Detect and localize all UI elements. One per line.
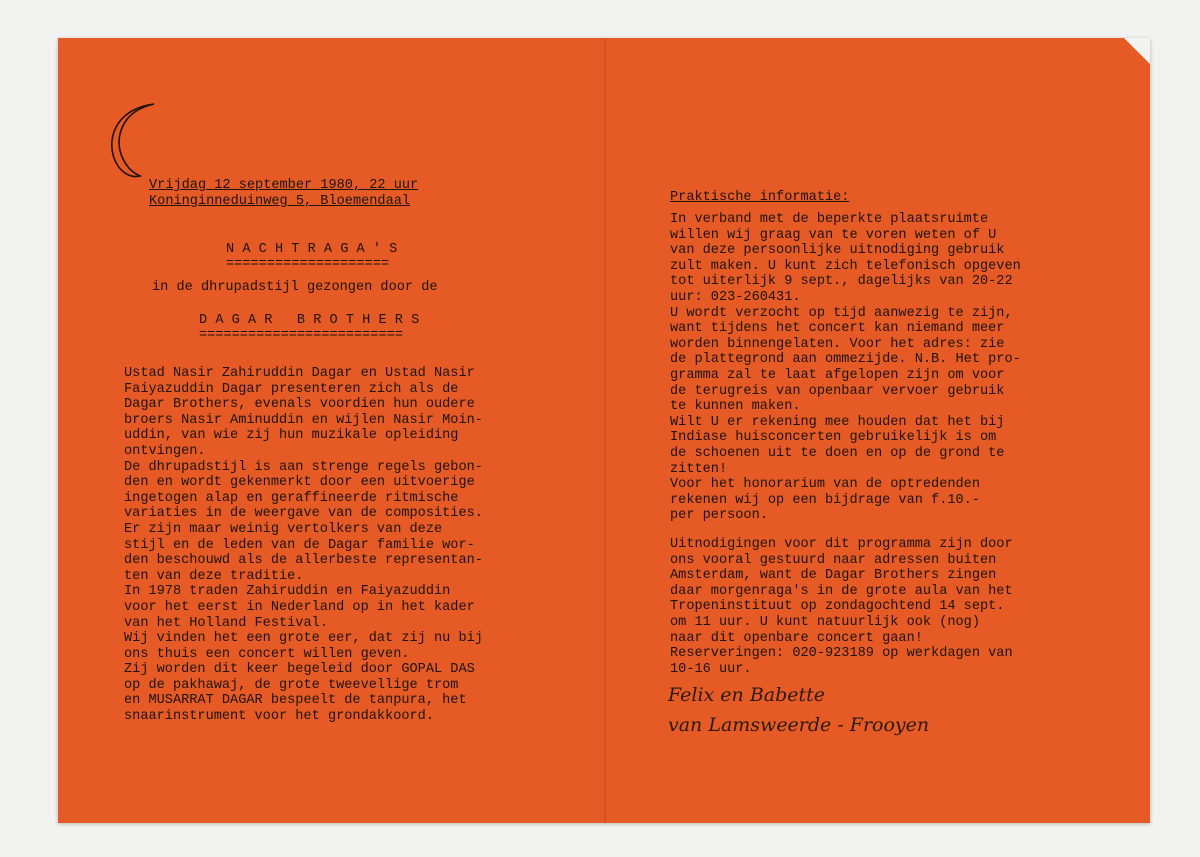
left-body-line: voor het eerst in Nederland op in het kader: [124, 599, 475, 615]
left-body-line: uddin, van wie zij hun muzikale opleiding: [124, 428, 459, 444]
left-body-line: op de pakhawaj, de grote tweevellige trom: [124, 677, 459, 693]
left-body-line: Zij worden dit keer begeleid door GOPAL DAS: [124, 662, 475, 678]
right-body-line: ons vooral gestuurd naar adressen buiten: [670, 552, 997, 568]
left-body-line: Dagar Brothers, evenals voordien hun oudere: [124, 397, 475, 413]
left-body-line: De dhrupadstijl is aan strenge regels gebon-: [124, 459, 483, 475]
fold-line: [604, 38, 606, 823]
left-body-line: ons thuis een concert willen geven.: [124, 646, 410, 662]
signature-line-1: Felix en Babette: [668, 684, 826, 706]
artist-name: D A G A R B R O T H E R S: [199, 313, 420, 328]
right-body-line: In verband met de beperkte plaatsruimte: [670, 212, 989, 227]
left-body-line: variaties in de weergave van de composities.: [124, 506, 483, 522]
program-title-rule: ====================: [226, 257, 390, 272]
left-body-line: Faiyazuddin Dagar presenteren zich als de: [124, 381, 459, 397]
left-body-line: Er zijn maar weinig vertolkers van deze: [124, 521, 443, 537]
right-body-2: [670, 537, 1013, 677]
right-body-line: de schoenen uit te doen en op de grond te: [670, 445, 1005, 461]
crescent-moon-icon: [102, 100, 162, 182]
practical-info-heading: Praktische informatie:: [670, 190, 850, 205]
left-body-line: stijl en de leden van de Dagar familie wor-: [124, 537, 475, 553]
right-body-line: Uitnodigingen voor dit programma zijn door: [670, 537, 1013, 552]
right-body-line: U wordt verzocht op tijd aanwezig te zijn,: [670, 305, 1013, 321]
event-address: Koninginneduinweg 5, Bloemendaal: [149, 194, 411, 209]
right-body-line: naar dit openbare concert gaan!: [670, 630, 923, 646]
right-body-line: Amsterdam, want de Dagar Brothers zingen: [670, 568, 997, 584]
right-body-line: willen wij graag van te voren weten of U: [670, 227, 997, 243]
right-body-line: rekenen wij op een bijdrage van f.10.-: [670, 492, 980, 508]
left-body-line: ontvingen.: [124, 443, 206, 459]
right-body-line: van deze persoonlijke uitnodiging gebruik: [670, 243, 1005, 259]
signature-line-2: van Lamsweerde - Frooyen: [668, 714, 930, 736]
left-body-line: ingetogen alap en geraffineerde ritmische: [124, 490, 459, 506]
right-body-line: om 11 uur. U kunt natuurlijk ook (nog): [670, 614, 980, 630]
right-body-line: uur: 023-260431.: [670, 289, 801, 305]
right-body-line: te kunnen maken.: [670, 399, 801, 415]
right-body-line: de terugreis van openbaar vervoer gebruik: [670, 383, 1005, 399]
right-body: [670, 212, 1021, 524]
left-body-line: Wij vinden het een grote eer, dat zij nu bij: [124, 631, 483, 647]
left-body-line: In 1978 traden Zahiruddin en Faiyazuddin: [124, 584, 451, 600]
right-body-line: gramma zal te laat afgelopen zijn om voor: [670, 367, 1005, 383]
left-body-line: van het Holland Festival.: [124, 615, 328, 631]
folded-corner: [1124, 38, 1150, 64]
left-body-line: den beschouwd als de allerbeste representan-: [124, 553, 483, 569]
left-body-line: den en wordt gekenmerkt door een uitvoerige: [124, 475, 475, 491]
right-body-line: Tropeninstituut op zondagochtend 14 sept.: [670, 599, 1005, 615]
right-body-line: daar morgenraga's in de grote aula van het: [670, 583, 1013, 599]
right-body-line: de plattegrond aan ommezijde. N.B. Het pro-: [670, 352, 1021, 368]
program-title: N A C H T R A G A ' S: [226, 242, 398, 257]
left-body-line: snaarinstrument voor het grondakkoord.: [124, 709, 434, 725]
right-body-line: per persoon.: [670, 508, 768, 524]
right-body-line: Wilt U er rekening mee houden dat het bij: [670, 414, 1005, 430]
right-body-line: Indiase huisconcerten gebruikelijk is om: [670, 430, 997, 446]
right-body-line: worden binnengelaten. Voor het adres: zie: [670, 336, 1005, 352]
left-body-line: en MUSARRAT DAGAR bespeelt de tanpura, het: [124, 693, 467, 709]
right-body-line: zitten!: [670, 461, 728, 477]
program-subtitle: in de dhrupadstijl gezongen door de: [152, 280, 438, 295]
artist-name-rule: =========================: [199, 328, 403, 343]
right-body-line: Reserveringen: 020-923189 op werkdagen van: [670, 646, 1013, 662]
invitation-sheet: [58, 38, 1150, 823]
event-date: Vrijdag 12 september 1980, 22 uur: [149, 178, 419, 193]
right-body-line: Voor het honorarium van de optredenden: [670, 477, 980, 493]
left-body-line: broers Nasir Aminuddin en wijlen Nasir Moin-: [124, 412, 483, 428]
right-body-line: zult maken. U kunt zich telefonisch opgeven: [670, 258, 1021, 274]
right-body-line: tot uiterlijk 9 sept., dagelijks van 20-22: [670, 274, 1013, 290]
right-body-line: 10-16 uur.: [670, 661, 752, 677]
left-body-line: ten van deze traditie.: [124, 568, 304, 584]
right-body-line: want tijdens het concert kan niemand meer: [670, 321, 1005, 337]
left-body: [124, 366, 483, 725]
left-body-line: Ustad Nasir Zahiruddin Dagar en Ustad Nasir: [124, 366, 475, 381]
